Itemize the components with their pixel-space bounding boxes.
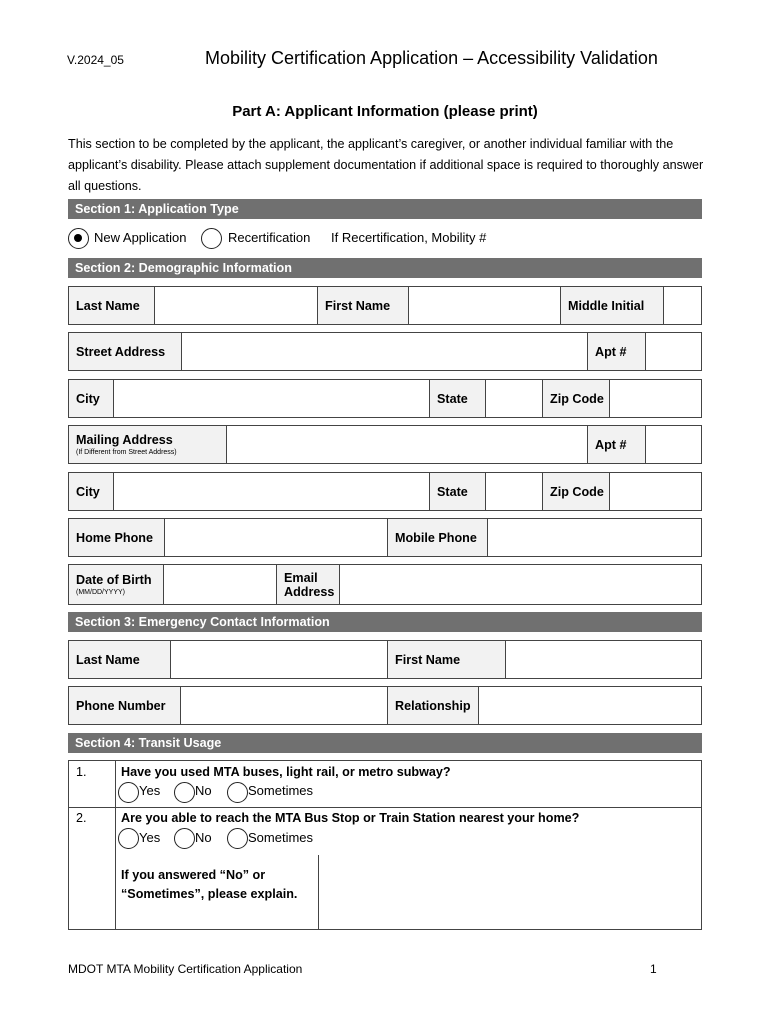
recert-mobility-label: If Recertification, Mobility #	[331, 230, 487, 245]
q2-sometimes-radio[interactable]	[227, 828, 248, 849]
dob-format-note: (MM/DD/YYYY)	[76, 589, 125, 596]
mailing-city-label: City	[69, 473, 114, 510]
form-version: V.2024_05	[67, 53, 124, 67]
emergency-name-row	[68, 640, 702, 679]
q2-yes-radio[interactable]	[118, 828, 139, 849]
zip-field[interactable]	[610, 380, 701, 417]
question-1-number: 1.	[76, 765, 87, 779]
explain-label: If you answered “No” or “Sometimes”, please explain.	[121, 868, 298, 901]
mailing-city-field[interactable]	[114, 473, 430, 510]
dob-field[interactable]	[164, 565, 277, 604]
dob-email-row	[68, 564, 702, 605]
q2-no-radio[interactable]	[174, 828, 195, 849]
state-label: State	[430, 380, 486, 417]
q1-yes-radio[interactable]	[118, 782, 139, 803]
street-address-field[interactable]	[182, 333, 588, 370]
relationship-label: Relationship	[388, 687, 479, 724]
relationship-field[interactable]	[479, 687, 701, 724]
new-application-radio[interactable]	[68, 228, 89, 249]
emergency-first-name-label: First Name	[388, 641, 506, 678]
mailing-zip-label: Zip Code	[543, 473, 610, 510]
mailing-address-note: (If Different from Street Address)	[76, 449, 177, 456]
mailing-apt-field[interactable]	[646, 426, 701, 463]
apt-field[interactable]	[646, 333, 701, 370]
city-row	[68, 379, 702, 418]
mailing-address-label: Mailing Address (If Different from Street Address)	[69, 426, 227, 463]
emergency-last-name-label: Last Name	[69, 641, 171, 678]
apt-label: Apt #	[588, 333, 646, 370]
mobile-phone-field[interactable]	[488, 519, 701, 556]
q1-no-label: No	[195, 783, 212, 798]
form-title: Mobility Certification Application – Accessibility Validation	[205, 48, 658, 68]
transit-usage-table	[68, 760, 702, 930]
new-application-label: New Application	[94, 230, 187, 245]
name-row	[68, 286, 702, 325]
email-label: Email Address	[277, 565, 340, 604]
mailing-state-label: State	[430, 473, 486, 510]
mailing-city-row	[68, 472, 702, 511]
last-name-label: Last Name	[69, 287, 155, 324]
last-name-field[interactable]	[155, 287, 318, 324]
emergency-phone-row	[68, 686, 702, 725]
state-field[interactable]	[486, 380, 543, 417]
home-phone-field[interactable]	[165, 519, 388, 556]
q2-sometimes-label: Sometimes	[248, 830, 314, 845]
q2-yes-label: Yes	[139, 830, 161, 845]
footer-title: MDOT MTA Mobility Certification Application	[68, 962, 303, 976]
q1-yes-label: Yes	[139, 783, 161, 798]
first-name-field[interactable]	[409, 287, 561, 324]
q1-sometimes-radio[interactable]	[227, 782, 248, 803]
street-address-label: Street Address	[69, 333, 182, 370]
recertification-label: Recertification	[228, 230, 311, 245]
first-name-label: First Name	[318, 287, 409, 324]
question-1-text: Have you used MTA buses, light rail, or metro subway?	[121, 765, 451, 779]
emergency-phone-label: Phone Number	[69, 687, 181, 724]
q1-sometimes-label: Sometimes	[248, 783, 314, 798]
home-phone-label: Home Phone	[69, 519, 165, 556]
email-field[interactable]	[340, 565, 701, 604]
section-3-header: Section 3: Emergency Contact Information	[68, 612, 702, 632]
street-address-row	[68, 332, 702, 371]
question-2-number: 2.	[76, 811, 87, 825]
city-field[interactable]	[114, 380, 430, 417]
q1-no-radio[interactable]	[174, 782, 195, 803]
question-2-text: Are you able to reach the MTA Bus Stop or Train Station nearest your home?	[121, 811, 580, 825]
middle-initial-label: Middle Initial	[561, 287, 664, 324]
part-a-heading: Part A: Applicant Information (please print)	[232, 103, 538, 120]
mobile-phone-label: Mobile Phone	[388, 519, 488, 556]
mailing-address-field[interactable]	[227, 426, 588, 463]
section-2-header: Section 2: Demographic Information	[68, 258, 702, 278]
section-4-header: Section 4: Transit Usage	[68, 733, 702, 753]
dob-label: Date of Birth (MM/DD/YYYY)	[69, 565, 164, 604]
section-1-header: Section 1: Application Type	[68, 199, 702, 219]
explain-field[interactable]	[319, 856, 701, 929]
city-label: City	[69, 380, 114, 417]
emergency-phone-field[interactable]	[181, 687, 388, 724]
page-number: 1	[650, 962, 657, 976]
part-a-intro: This section to be completed by the applicant, the applicant’s caregiver, or another individual familiar with the applicant’s disability. Please attach supplement documentation if additional space is required to thoroughly answer all questions.	[68, 137, 704, 194]
recertification-radio[interactable]	[201, 228, 222, 249]
emergency-first-name-field[interactable]	[506, 641, 701, 678]
mailing-state-field[interactable]	[486, 473, 543, 510]
mailing-address-row	[68, 425, 702, 464]
zip-label: Zip Code	[543, 380, 610, 417]
middle-initial-field[interactable]	[664, 287, 701, 324]
emergency-last-name-field[interactable]	[171, 641, 388, 678]
mailing-zip-field[interactable]	[610, 473, 701, 510]
mailing-apt-label: Apt #	[588, 426, 646, 463]
q2-no-label: No	[195, 830, 212, 845]
phone-row	[68, 518, 702, 557]
